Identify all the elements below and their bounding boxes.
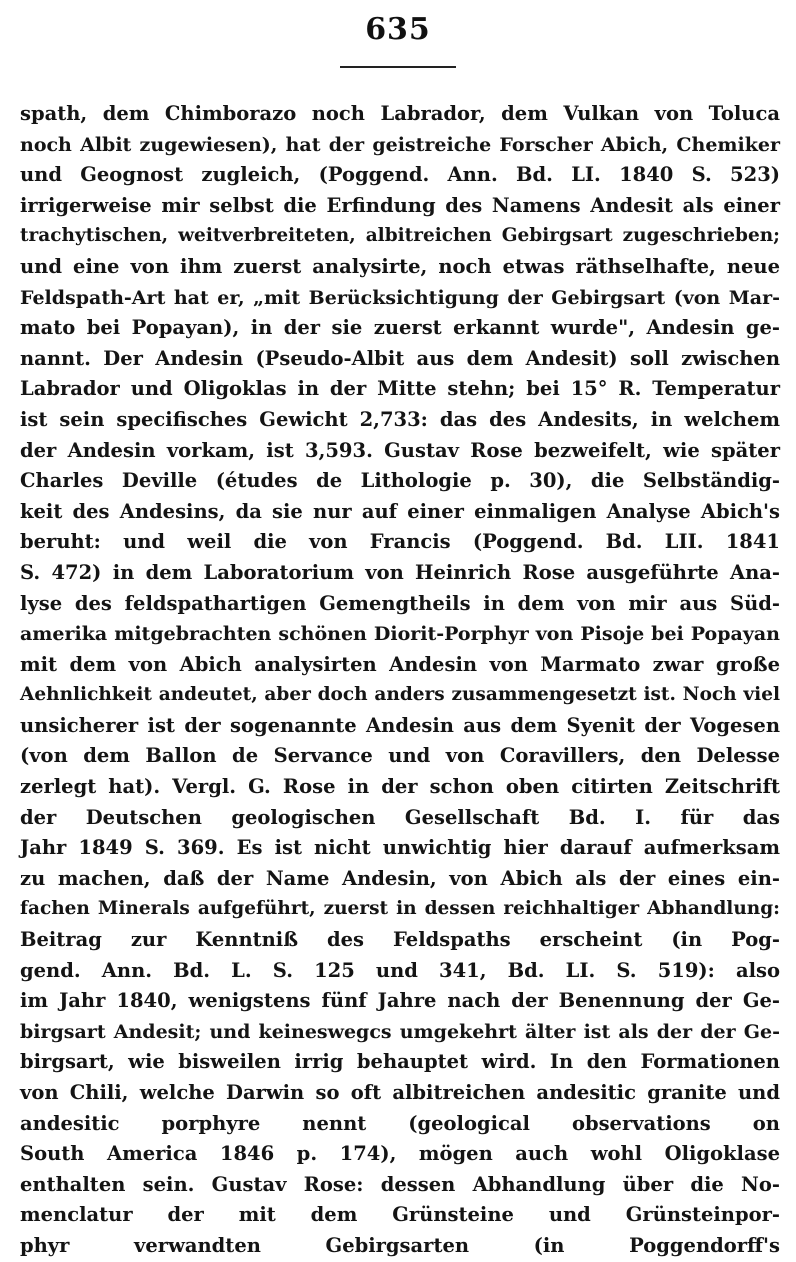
text-line: amerika mitgebrachten schönen Diorit-Porphyr von Pisoje bei Popayan — [20, 623, 780, 646]
text-line: enthalten sein. Gustav Rose: dessen Abhandlung über die No- — [20, 1172, 780, 1196]
text-line: fachen Minerals aufgeführt, zuerst in dessen reichhaltiger Abhandlung: — [20, 898, 780, 920]
text-line: lyse des feldspathartigen Gemengtheils in dem von mir aus Süd- — [20, 591, 780, 615]
text-line: noch Albit zugewiesen), hat der geistreiche Forscher Abich, Chemiker — [20, 133, 780, 156]
text-line: ist sein specifisches Gewicht 2,733: das des Andesits, in welchem — [20, 407, 780, 431]
text-line: phyr verwandten Gebirgsarten (in Poggendorff's — [20, 1233, 780, 1257]
page-number: 635 — [365, 12, 431, 47]
text-line: von Chili, welche Darwin so oft albitreichen andesitic granite und — [20, 1081, 780, 1104]
text-line: zu machen, daß der Name Andesin, von Abich als der eines ein- — [20, 866, 780, 890]
text-line: der Andesin vorkam, ist 3,593. Gustav Rose bezweifelt, wie später — [20, 438, 780, 462]
text-line: im Jahr 1840, wenigstens fünf Jahre nach der Benennung der Ge- — [20, 989, 780, 1013]
text-line: mit dem von Abich analysirten Andesin von Marmato zwar große — [20, 652, 780, 676]
text-line: keit des Andesins, da sie nur auf einer einmaligen Analyse Abich's — [20, 499, 780, 523]
header-rule — [340, 66, 456, 68]
text-line: nannt. Der Andesin (Pseudo-Albit aus dem Andesit) soll zwischen — [20, 346, 780, 370]
text-line: beruht: und weil die von Francis (Poggend. Bd. LII. 1841 — [20, 530, 780, 554]
text-line: Aehnlichkeit andeutet, aber doch anders zusammengesetzt ist. Noch viel — [20, 684, 780, 706]
text-line: (von dem Ballon de Servance und von Coravillers, den Delesse — [20, 744, 780, 768]
text-line: S. 472) in dem Laboratorium von Heinrich Rose ausgeführte Ana- — [20, 560, 780, 584]
text-line: birgsart, wie bisweilen irrig behauptet wird. In den Formationen — [20, 1050, 780, 1074]
text-line: unsicherer ist der sogenannte Andesin aus dem Syenit der Vogesen — [20, 713, 780, 737]
text-line: Labrador und Oligoklas in der Mitte stehn; bei 15° R. Temperatur — [20, 377, 780, 401]
text-line: gend. Ann. Bd. L. S. 125 und 341, Bd. LI. S. 519): also — [20, 958, 780, 982]
body-text — [20, 99, 780, 1262]
text-line: irrigerweise mir selbst die Erfindung des Namens Andesit als einer — [20, 193, 780, 217]
text-line: birgsart Andesit; und keineswegcs umgekehrt älter ist als der der Ge- — [20, 1020, 780, 1043]
text-line: Feldspath-Art hat er, „mit Berücksichtigung der Gebirgsart (von Mar- — [20, 286, 780, 309]
text-line: Charles Deville (études de Lithologie p. 30), die Selbständig- — [20, 469, 780, 493]
text-line: andesitic porphyre nennt (geological observations on — [20, 1111, 780, 1135]
text-line: und eine von ihm zuerst analysirte, noch etwas räthselhafte, neue — [20, 254, 780, 278]
text-line: der Deutschen geologischen Gesellschaft Bd. I. für das — [20, 805, 780, 829]
text-line: spath, dem Chimborazo noch Labrador, dem Vulkan von Toluca — [20, 102, 780, 125]
text-line: menclatur der mit dem Grünsteine und Grünsteinpor- — [20, 1203, 780, 1227]
text-line: mato bei Popayan), in der sie zuerst erkannt wurde", Andesin ge- — [20, 316, 780, 340]
text-line: South America 1846 p. 174), mögen auch wohl Oligoklase — [20, 1142, 780, 1166]
text-line: trachytischen, weitverbreiteten, albitreichen Gebirgsart zugeschrieben; — [20, 225, 780, 247]
text-line: Beitrag zur Kenntniß des Feldspaths erscheint (in Pog- — [20, 928, 780, 952]
text-line: zerlegt hat). Vergl. G. Rose in der schon oben citirten Zeitschrift — [20, 775, 780, 799]
text-line: und Geognost zugleich, (Poggend. Ann. Bd. LI. 1840 S. 523) — [20, 163, 780, 187]
text-line: Jahr 1849 S. 369. Es ist nicht unwichtig hier darauf aufmerksam — [20, 836, 780, 860]
